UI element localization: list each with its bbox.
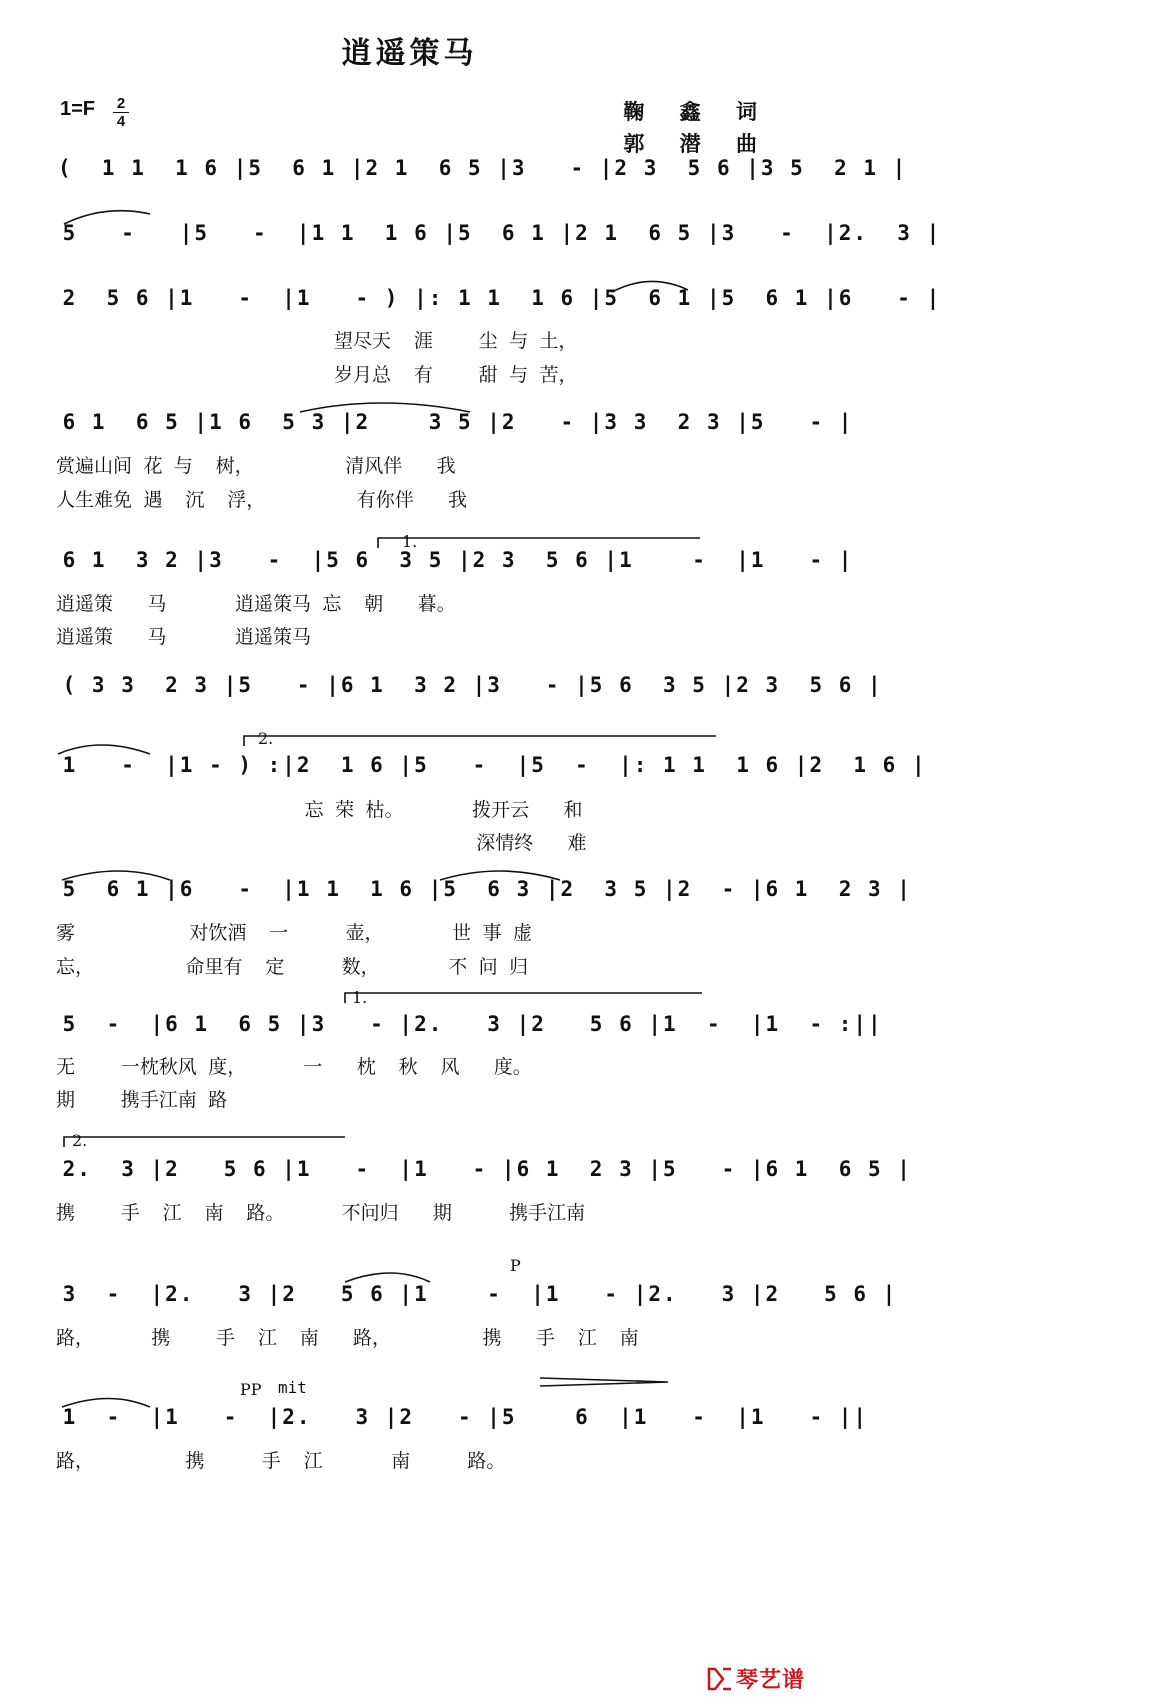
lyric-line-7-verse-1: 忘 荣 枯。 拨开云 和 [236,799,583,821]
key-signature: 1=F [60,98,96,120]
dynamic-pp: PP [240,1380,262,1399]
lyric-line-10: 携 手 江 南 路。 不问归 期 携手江南 [56,1202,586,1224]
time-signature-bottom: 4 [116,113,126,130]
staff-line-4: 6 1 6 5 |1 6 5 3 |2 3 5 |2 - |3 3 2 3 |5 - | [48,410,854,434]
lyric-line-11: 路， 携 手 江 南 路， 携 手 江 南 [56,1327,639,1349]
time-signature-top: 2 [113,95,129,113]
volta-1-label-b: 1. [352,988,368,1007]
staff-line-9: 5 - |6 1 6 5 |3 - |2. 3 |2 5 6 |1 - |1 - :|| [48,1012,883,1036]
volta-2-bracket-b [64,1137,345,1147]
volta-1-bracket-a [378,538,700,548]
staff-line-8: 5 6 1 |6 - |1 1 1 6 |5 6 3 |2 3 5 |2 - |6 1 2 3 | [48,877,912,901]
lyric-line-8-verse-1: 雾 对饮酒 一 壶， 世 事 虚 [56,922,532,944]
lyric-line-9-verse-1: 无 一枕秋风 度， 一 枕 秋 风 度。 [56,1056,532,1078]
lyric-line-8-verse-2: 忘， 命里有 定 数， 不 问 归 [56,956,529,978]
dynamic-p: P [510,1256,521,1275]
lyricist-credit: 鞠 鑫 词 [623,100,771,124]
staff-line-12: 1 - |1 - |2. 3 |2 - |5 6 |1 - |1 - || [48,1405,869,1429]
lyric-line-4-verse-2: 人生难免 遇 沉 浮， 有你伴 我 [56,489,468,511]
lyric-line-5-verse-2: 逍遥策 马 逍遥策马 [56,626,311,648]
lyric-line-4-verse-1: 赏遍山间 花 与 树， 清风伴 我 [56,455,456,477]
volta-2-label-b: 2. [72,1131,88,1150]
volta-1-bracket-b [345,993,702,1003]
diminuendo-hairpin [540,1378,668,1386]
lyric-line-5-verse-1: 逍遥策 马 逍遥策马 忘 朝 暮。 [56,593,456,615]
volta-1-label-a: 1. [402,532,418,551]
staff-line-5: 6 1 3 2 |3 - |5 6 3 5 |2 3 5 6 |1 - |1 - | [48,548,854,572]
lyric-line-7-verse-2: 深情终 难 [236,832,587,854]
volta-2-bracket-a [244,736,716,746]
staff-line-2: 5 - |5 - |1 1 1 6 |5 6 1 |2 1 6 5 |3 - |2. 3 | [48,221,942,245]
time-signature [113,95,129,130]
staff-line-11: 3 - |2. 3 |2 5 6 |1 - |1 - |2. 3 |2 5 6 | [48,1282,898,1306]
slur-line-11 [345,1273,430,1282]
site-logo-text: 琴艺谱 [735,1668,805,1693]
lyric-line-3-verse-2: 岁月总 有 甜 与 苦， [334,364,578,386]
composer-credit: 郭 潜 曲 [623,132,771,156]
page-title: 逍遥策马 [341,36,478,71]
site-logo [706,1663,805,1694]
staff-line-10: 2. 3 |2 5 6 |1 - |1 - |6 1 2 3 |5 - |6 1 6 5 | [48,1157,912,1181]
tempo-mit: mit [278,1378,307,1397]
staff-line-1: ( 1 1 1 6 |5 6 1 |2 1 6 5 |3 - |2 3 5 6 |3 5 2 1 | [58,156,908,180]
piano-logo-icon [706,1666,734,1692]
lyric-line-9-verse-2: 期 携手江南 路 [56,1089,228,1111]
lyric-line-3-verse-1: 望尽天 涯 尘 与 土， [334,330,578,352]
volta-2-label-a: 2. [258,729,274,748]
staff-line-3: 2 5 6 |1 - |1 - ) |: 1 1 1 6 |5 6 1 |5 6 1 |6 - | [48,286,942,310]
staff-line-7: 1 - |1 - ) :|2 1 6 |5 - |5 - |: 1 1 1 6 |2 1 6 | [48,753,927,777]
staff-line-6: ( 3 3 2 3 |5 - |6 1 3 2 |3 - |5 6 3 5 |2 3 5 6 | [48,673,883,697]
lyric-line-12: 路， 携 手 江 南 路。 [56,1450,506,1472]
